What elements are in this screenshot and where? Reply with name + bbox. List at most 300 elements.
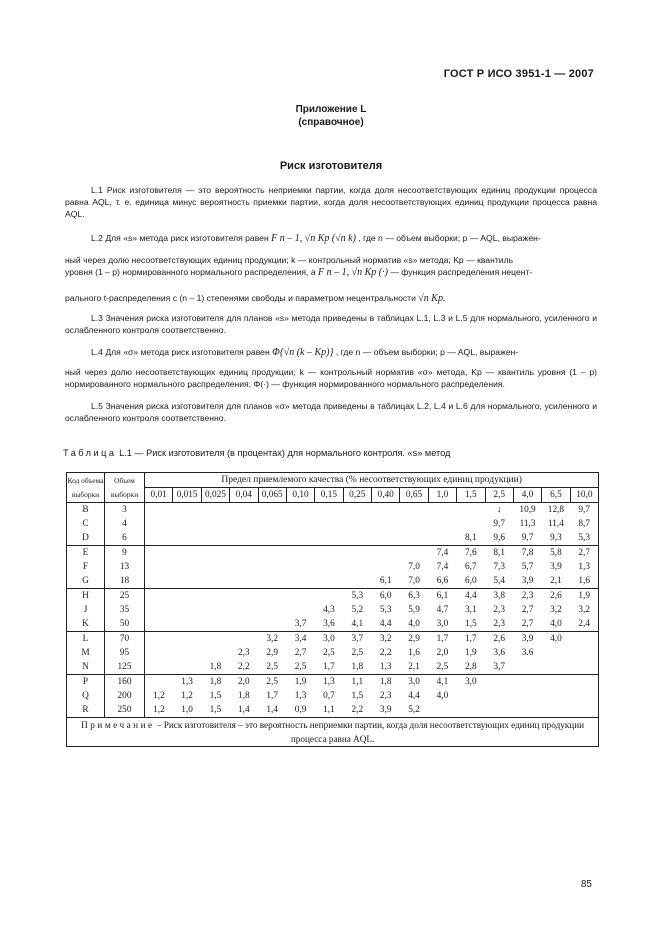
risk-cell bbox=[230, 531, 258, 546]
risk-cell: 2,6 bbox=[542, 589, 570, 604]
risk-cell bbox=[258, 517, 286, 531]
sample-size: 250 bbox=[105, 703, 145, 718]
risk-cell: 3,0 bbox=[400, 675, 428, 690]
risk-cell bbox=[145, 617, 173, 632]
table-caption: Таблица L.1 — Риск изготовителя (в процентах) для нормального контроля. «s» метод bbox=[63, 448, 451, 458]
aql-value: 4,0 bbox=[513, 488, 541, 503]
risk-cell: 2,4 bbox=[570, 617, 599, 632]
risk-cell: 2,8 bbox=[465, 662, 477, 672]
risk-cell: 3,0 bbox=[457, 675, 485, 690]
risk-cell: 7,6 bbox=[457, 546, 485, 561]
risk-cell bbox=[343, 546, 371, 561]
table-row bbox=[67, 531, 599, 546]
risk-cell bbox=[173, 660, 201, 675]
risk-cell: 4,4 bbox=[379, 619, 392, 629]
risk-cell bbox=[230, 560, 258, 574]
risk-cell bbox=[201, 646, 229, 660]
aql-value: 1,5 bbox=[457, 488, 485, 503]
aql-value: 1,0 bbox=[428, 488, 456, 503]
risk-cell: 4,3 bbox=[323, 605, 335, 615]
risk-cell: 3.6 bbox=[521, 648, 534, 658]
aql-value: 0,25 bbox=[343, 488, 371, 503]
risk-cell bbox=[201, 603, 229, 617]
risk-cell: 1,7 bbox=[266, 691, 278, 701]
risk-cell bbox=[315, 546, 343, 561]
risk-cell bbox=[457, 689, 485, 703]
risk-cell: 3,9 bbox=[521, 576, 534, 586]
aql-value: 0,40 bbox=[372, 488, 400, 503]
risk-cell bbox=[258, 531, 286, 546]
risk-cell bbox=[343, 503, 371, 518]
risk-cell bbox=[201, 589, 229, 604]
risk-cell: 3,0 bbox=[436, 619, 449, 629]
risk-cell: 2,5 bbox=[258, 675, 286, 690]
risk-cell bbox=[230, 503, 258, 518]
sample-code: N bbox=[67, 660, 105, 675]
risk-cell bbox=[173, 517, 201, 531]
aql-value: 2,5 bbox=[485, 488, 513, 503]
risk-cell: 1,5 bbox=[465, 619, 477, 629]
risk-cell bbox=[542, 646, 570, 660]
risk-cell bbox=[315, 531, 343, 546]
sample-size: 25 bbox=[105, 589, 145, 604]
sample-code: P bbox=[67, 675, 105, 690]
table-row bbox=[67, 603, 599, 617]
sample-size: 70 bbox=[105, 632, 145, 647]
risk-cell bbox=[230, 617, 258, 632]
risk-cell bbox=[230, 603, 258, 617]
risk-cell: 4,1 bbox=[428, 675, 456, 690]
risk-cell: 1,2 bbox=[181, 691, 193, 701]
table-row bbox=[67, 517, 599, 531]
risk-cell: 1,9 bbox=[286, 675, 314, 690]
risk-cell: 2,7 bbox=[521, 605, 534, 615]
risk-cell: 1,1 bbox=[343, 675, 371, 690]
risk-cell: 2,3 bbox=[493, 619, 505, 629]
risk-cell bbox=[315, 560, 343, 574]
risk-cell bbox=[201, 503, 229, 518]
risk-cell: 3,7 bbox=[343, 632, 371, 647]
producer-risk-table bbox=[66, 472, 599, 747]
risk-cell bbox=[570, 689, 599, 703]
aql-value: 0,065 bbox=[258, 488, 286, 503]
risk-cell bbox=[173, 574, 201, 589]
risk-cell: 2,5 bbox=[323, 648, 335, 658]
risk-cell: 1,3 bbox=[294, 691, 307, 701]
risk-cell: 1,8 bbox=[238, 691, 250, 701]
risk-cell: 1,8 bbox=[372, 675, 400, 690]
risk-cell: 3,2 bbox=[258, 632, 286, 647]
risk-cell: 1,3 bbox=[315, 675, 343, 690]
risk-cell bbox=[457, 703, 485, 718]
risk-cell: 1,2 bbox=[145, 703, 173, 718]
risk-cell bbox=[173, 503, 201, 518]
risk-cell bbox=[542, 675, 570, 690]
risk-cell bbox=[145, 589, 173, 604]
paragraph-l2-line1: L.2 Для «s» метода риск изготовителя равен F n – 1, √n Kp (√n k) , где n — объем выборки; p — AQL, выражен- bbox=[91, 233, 541, 244]
risk-cell bbox=[457, 503, 485, 518]
risk-cell bbox=[201, 574, 229, 589]
risk-cell: 3,9 bbox=[513, 632, 541, 647]
risk-cell bbox=[173, 560, 201, 574]
risk-cell: 5,9 bbox=[408, 605, 420, 615]
risk-cell bbox=[145, 675, 173, 690]
risk-cell: 6,0 bbox=[465, 576, 477, 586]
risk-cell: 1,6 bbox=[408, 648, 420, 658]
risk-cell bbox=[145, 646, 173, 660]
risk-cell: 4,0 bbox=[542, 632, 570, 647]
risk-cell bbox=[485, 689, 513, 703]
risk-cell: 1,7 bbox=[428, 632, 456, 647]
risk-cell bbox=[428, 503, 456, 518]
risk-cell: 1,4 bbox=[238, 705, 250, 715]
risk-cell bbox=[542, 689, 570, 703]
risk-cell bbox=[286, 503, 314, 518]
risk-cell bbox=[286, 517, 314, 531]
risk-cell bbox=[258, 603, 286, 617]
risk-cell: 7,8 bbox=[513, 546, 541, 561]
risk-cell bbox=[372, 560, 400, 574]
risk-cell bbox=[173, 603, 201, 617]
table-row bbox=[67, 560, 599, 574]
sample-size: 35 bbox=[105, 603, 145, 617]
risk-cell: 9,6 bbox=[493, 533, 505, 543]
risk-cell bbox=[400, 546, 428, 561]
risk-cell bbox=[173, 531, 201, 546]
risk-cell bbox=[485, 703, 513, 718]
risk-cell: 2,2 bbox=[351, 705, 364, 715]
risk-cell bbox=[513, 689, 541, 703]
paragraph-l2-line3: уровня (1 – p) нормированного нормального распределения, а F n – 1, √n Kp (·) — функция распределения нецент- bbox=[65, 267, 533, 278]
risk-cell bbox=[258, 546, 286, 561]
risk-cell: 4,0 bbox=[550, 619, 562, 629]
risk-cell: 1,1 bbox=[323, 705, 335, 715]
risk-cell: 2,7 bbox=[294, 648, 307, 658]
risk-cell bbox=[258, 560, 286, 574]
risk-cell: 6,1 bbox=[379, 576, 392, 586]
risk-cell: 7,4 bbox=[428, 546, 456, 561]
risk-cell bbox=[201, 531, 229, 546]
risk-cell bbox=[173, 646, 201, 660]
risk-cell: 3,9 bbox=[379, 705, 392, 715]
risk-cell bbox=[513, 703, 541, 718]
aql-value: 0,04 bbox=[230, 488, 258, 503]
aql-value: 0,01 bbox=[145, 488, 173, 503]
paragraph-l2-line4: рального t-распределения с (n – 1) степенями свободы и параметром нецентральности √n Kp. bbox=[65, 293, 446, 304]
sample-code: G bbox=[67, 574, 105, 589]
risk-cell bbox=[145, 603, 173, 617]
risk-cell bbox=[173, 617, 201, 632]
risk-cell: 1,3 bbox=[173, 675, 201, 690]
risk-cell bbox=[230, 546, 258, 561]
risk-cell: 8,7 bbox=[570, 517, 599, 531]
table-row bbox=[67, 574, 599, 589]
note-label: Примечание bbox=[81, 720, 155, 730]
risk-cell bbox=[145, 517, 173, 531]
risk-cell bbox=[258, 574, 286, 589]
risk-cell: 1,5 bbox=[209, 705, 222, 715]
risk-cell bbox=[315, 517, 343, 531]
aql-values-row bbox=[67, 488, 599, 503]
risk-cell: 1,6 bbox=[570, 574, 599, 589]
table-note bbox=[67, 718, 599, 747]
risk-cell: 4,7 bbox=[436, 605, 449, 615]
paragraph-l5: L.5 Значения риска изготовителя для планов «σ» метода приведены в таблицах L.2, L.4 и L.6 для нормального, усиленного и ослабленного контроля соответственно. bbox=[65, 401, 597, 423]
risk-cell: 3,2 bbox=[550, 605, 562, 615]
risk-cell: 1,8 bbox=[209, 662, 222, 672]
risk-cell: 3,1 bbox=[465, 605, 477, 615]
risk-cell bbox=[286, 560, 314, 574]
risk-cell: 5,8 bbox=[542, 546, 570, 561]
sample-size: 95 bbox=[105, 646, 145, 660]
risk-cell bbox=[230, 589, 258, 604]
table-row bbox=[67, 689, 599, 703]
appendix-status: (справочное) bbox=[298, 117, 364, 128]
risk-cell: 1,3 bbox=[570, 560, 599, 574]
risk-cell: 9,3 bbox=[550, 533, 562, 543]
risk-cell: 4,0 bbox=[436, 691, 449, 701]
risk-cell: 3,8 bbox=[485, 589, 513, 604]
risk-cell: 2,1 bbox=[408, 662, 420, 672]
risk-cell: 2,5 bbox=[436, 662, 449, 672]
risk-cell bbox=[400, 531, 428, 546]
sample-code: H bbox=[67, 589, 105, 604]
document-header: ГОСТ Р ИСО 3951-1 — 2007 bbox=[443, 68, 594, 80]
sample-size: 13 bbox=[105, 560, 145, 574]
risk-cell bbox=[286, 589, 314, 604]
risk-cell: 5,2 bbox=[351, 605, 364, 615]
risk-cell: 5,3 bbox=[379, 605, 392, 615]
risk-cell bbox=[428, 517, 456, 531]
paragraph-l2-line2: ный через долю несоответствующих единиц продукции; k — контрольный норматив «s» метода; Kp — квантиль bbox=[65, 255, 514, 265]
risk-cell: 1,3 bbox=[379, 662, 392, 672]
risk-cell: 6,3 bbox=[400, 589, 428, 604]
risk-cell: 2,0 bbox=[436, 648, 449, 658]
risk-cell bbox=[570, 660, 599, 675]
risk-cell bbox=[400, 517, 428, 531]
sample-code: J bbox=[67, 603, 105, 617]
risk-cell: 2,5 bbox=[294, 662, 307, 672]
sample-code: R bbox=[67, 703, 105, 718]
risk-cell: 2,9 bbox=[266, 648, 278, 658]
risk-cell bbox=[230, 632, 258, 647]
col-size-header: Объем выборки bbox=[105, 473, 145, 503]
risk-cell bbox=[570, 646, 599, 660]
risk-cell: 1,8 bbox=[351, 662, 364, 672]
risk-cell bbox=[513, 660, 541, 675]
sample-size: 160 bbox=[105, 675, 145, 690]
appendix-label: Приложение L bbox=[295, 104, 367, 115]
risk-cell bbox=[145, 531, 173, 546]
risk-cell bbox=[230, 517, 258, 531]
risk-cell: 5,7 bbox=[521, 562, 534, 572]
risk-cell: 2,6 bbox=[485, 632, 513, 647]
risk-cell bbox=[258, 589, 286, 604]
risk-cell: 3,6 bbox=[323, 619, 335, 629]
risk-cell: 4,1 bbox=[351, 619, 364, 629]
risk-cell: 1,4 bbox=[266, 705, 278, 715]
sample-code: C bbox=[67, 517, 105, 531]
paragraph-l4-line1: L.4 Для «σ» метода риск изготовителя равен Φ{√n (k – Kp)} , где n — объем выборки; p — AQL, выражен- bbox=[91, 347, 519, 358]
risk-cell bbox=[372, 517, 400, 531]
table-header-row bbox=[67, 473, 599, 488]
risk-cell bbox=[173, 589, 201, 604]
risk-cell: 3,9 bbox=[550, 562, 562, 572]
sample-code: B bbox=[67, 503, 105, 518]
sample-size: 6 bbox=[105, 531, 145, 546]
table-row bbox=[67, 617, 599, 632]
risk-cell bbox=[258, 503, 286, 518]
sample-code: D bbox=[67, 531, 105, 546]
aql-value: 0,15 bbox=[315, 488, 343, 503]
risk-cell: 1,7 bbox=[457, 632, 485, 647]
risk-cell: 7,0 bbox=[408, 576, 420, 586]
risk-cell bbox=[343, 531, 371, 546]
risk-cell: 6,7 bbox=[465, 562, 477, 572]
appendix-heading bbox=[0, 103, 662, 129]
sample-size: 125 bbox=[105, 660, 145, 675]
formula-f4: Φ{√n (k – Kp)} bbox=[272, 347, 334, 358]
risk-cell: 8,1 bbox=[465, 533, 477, 543]
risk-cell: 2,9 bbox=[400, 632, 428, 647]
risk-cell bbox=[201, 546, 229, 561]
sample-code: L bbox=[67, 632, 105, 647]
aql-value: 0,65 bbox=[400, 488, 428, 503]
risk-cell: 2,3 bbox=[513, 589, 541, 604]
risk-cell: 7,0 bbox=[408, 562, 420, 572]
sample-size: 18 bbox=[105, 574, 145, 589]
risk-cell: 11,3 bbox=[519, 519, 536, 529]
note-row bbox=[67, 718, 599, 747]
risk-cell bbox=[372, 531, 400, 546]
risk-cell: 1,5 bbox=[209, 691, 222, 701]
risk-cell: 9,7 bbox=[570, 503, 599, 518]
paragraph-l4-rest: ный через долю несоответствующих единиц продукции; k — контрольный норматив «σ» метода, Kp — квантиль уровня (1 – p) нормированного нормального распределения; Φ(·) — функция нормированного нормального распределения. bbox=[65, 367, 597, 389]
risk-cell: 0,7 bbox=[323, 691, 335, 701]
risk-cell: 1,0 bbox=[181, 705, 193, 715]
table-row bbox=[67, 589, 599, 604]
risk-cell: 2,3 bbox=[493, 605, 505, 615]
risk-cell bbox=[343, 517, 371, 531]
risk-cell bbox=[485, 675, 513, 690]
risk-cell bbox=[457, 517, 485, 531]
risk-cell: 9,7 bbox=[521, 533, 534, 543]
risk-cell bbox=[428, 531, 456, 546]
table-row bbox=[67, 646, 599, 660]
table-row bbox=[67, 660, 599, 675]
risk-cell: 2,2 bbox=[238, 662, 250, 672]
sample-code: M bbox=[67, 646, 105, 660]
risk-cell: 8,1 bbox=[485, 546, 513, 561]
page-number: 85 bbox=[580, 879, 592, 890]
risk-cell bbox=[343, 574, 371, 589]
table-row bbox=[67, 703, 599, 718]
formula-f2: F n – 1, √n Kp (·) bbox=[318, 267, 388, 278]
risk-cell: 2,3 bbox=[238, 648, 250, 658]
risk-cell: 1,2 bbox=[145, 689, 173, 703]
risk-cell bbox=[145, 660, 173, 675]
risk-cell: 1,9 bbox=[465, 648, 477, 658]
risk-cell: 1,8 bbox=[201, 675, 229, 690]
section-title: Риск изготовителя bbox=[279, 160, 383, 172]
paragraph-l3: L.3 Значения риска изготовителя для планов «s» метода приведены в таблицах L.1, L.3 и L.5 для нормального, усиленного и ослабленного контроля соответственно. bbox=[65, 313, 597, 335]
risk-cell: 2,0 bbox=[230, 675, 258, 690]
risk-cell: 12,8 bbox=[542, 503, 570, 518]
risk-cell: ↓ bbox=[485, 503, 513, 518]
risk-cell bbox=[570, 703, 599, 718]
risk-cell: 5,3 bbox=[570, 531, 599, 546]
risk-cell: 5,3 bbox=[343, 589, 371, 604]
risk-cell: 2,5 bbox=[351, 648, 364, 658]
risk-cell: 5,2 bbox=[408, 705, 420, 715]
risk-cell: 5,4 bbox=[493, 576, 505, 586]
risk-cell bbox=[315, 574, 343, 589]
risk-cell bbox=[201, 617, 229, 632]
sample-code: E bbox=[67, 546, 105, 561]
risk-cell bbox=[201, 517, 229, 531]
risk-cell: 4,0 bbox=[408, 619, 420, 629]
risk-cell bbox=[286, 574, 314, 589]
risk-cell bbox=[315, 589, 343, 604]
risk-cell bbox=[258, 617, 286, 632]
risk-cell: 3,6 bbox=[493, 648, 505, 658]
risk-cell bbox=[145, 560, 173, 574]
risk-cell: 2,7 bbox=[521, 619, 534, 629]
table-row bbox=[67, 503, 599, 518]
risk-cell bbox=[286, 603, 314, 617]
sample-size: 4 bbox=[105, 517, 145, 531]
risk-cell bbox=[400, 503, 428, 518]
sample-size: 50 bbox=[105, 617, 145, 632]
aql-value: 0,10 bbox=[286, 488, 314, 503]
risk-cell bbox=[286, 546, 314, 561]
sample-code: F bbox=[67, 560, 105, 574]
risk-cell: 3,7 bbox=[294, 619, 307, 629]
risk-cell: 4,4 bbox=[457, 589, 485, 604]
risk-cell bbox=[145, 574, 173, 589]
risk-cell bbox=[201, 632, 229, 647]
table-row bbox=[67, 546, 599, 561]
risk-cell: 0,9 bbox=[294, 705, 307, 715]
paragraph-l1: L.1 Риск изготовителя — это вероятность неприемки партии, когда доля несоответствующих единиц продукции процесса равна AQL, т. е. единица минус вероятность приемки партии, когда доля несоответствующих единиц продукции процесса равна AQL. bbox=[65, 185, 597, 219]
aql-value: 6,5 bbox=[542, 488, 570, 503]
risk-cell: 4,4 bbox=[408, 691, 420, 701]
risk-cell: 2,1 bbox=[550, 576, 562, 586]
risk-cell bbox=[542, 703, 570, 718]
risk-cell: 2,3 bbox=[379, 691, 392, 701]
col-code-header: Код объема выборки bbox=[67, 473, 105, 503]
risk-cell: 9,7 bbox=[493, 519, 505, 529]
aql-value: 10,0 bbox=[570, 488, 599, 503]
risk-cell: 6,6 bbox=[436, 576, 449, 586]
risk-cell: 6,1 bbox=[428, 589, 456, 604]
sample-code: K bbox=[67, 617, 105, 632]
risk-cell bbox=[570, 632, 599, 647]
sample-size: 200 bbox=[105, 689, 145, 703]
risk-cell: 6,0 bbox=[372, 589, 400, 604]
risk-cell: 3,4 bbox=[286, 632, 314, 647]
risk-cell: 1,7 bbox=[323, 662, 335, 672]
table-row bbox=[67, 632, 599, 647]
risk-cell: 7,3 bbox=[493, 562, 505, 572]
note-text: – Риск изготовителя – это вероятность неприемки партии, когда доля несоответствующих единиц продукции процесса равна AQL. bbox=[154, 720, 585, 744]
sample-size: 3 bbox=[105, 503, 145, 518]
risk-cell bbox=[542, 660, 570, 675]
risk-cell: 2,5 bbox=[266, 662, 278, 672]
aql-value: 0,025 bbox=[201, 488, 229, 503]
risk-cell bbox=[428, 703, 456, 718]
risk-cell bbox=[372, 546, 400, 561]
